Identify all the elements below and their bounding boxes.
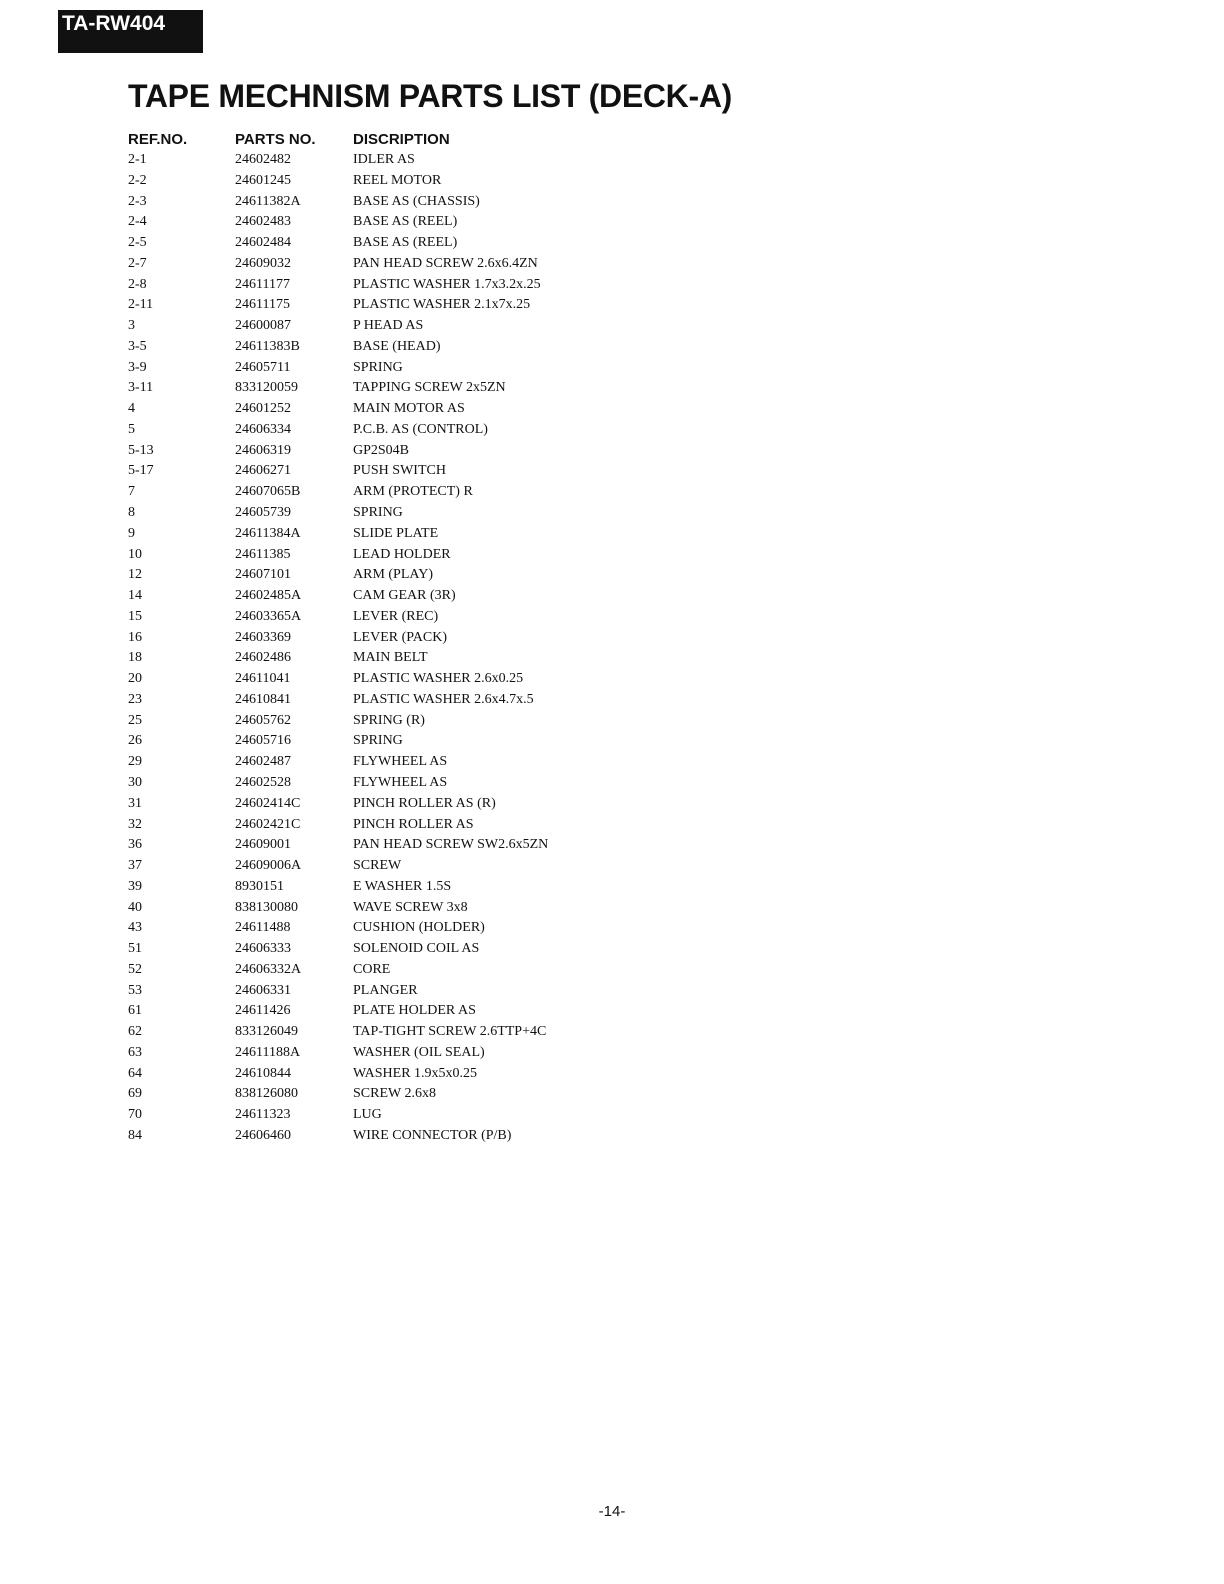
parts-no-cell: 24611188A [235, 1044, 301, 1060]
table-row [128, 1022, 613, 1043]
parts-no-cell: 24601252 [235, 401, 291, 417]
parts-table [128, 129, 613, 1147]
ref-no-cell: 40 [128, 899, 142, 915]
header-parts-no: PARTS NO. [235, 131, 316, 148]
ref-no-cell: 29 [128, 754, 142, 770]
description-cell: BASE AS (CHASSIS) [353, 193, 480, 209]
ref-no-cell: 36 [128, 837, 142, 853]
table-row [128, 420, 613, 441]
table-row [128, 669, 613, 690]
parts-no-cell: 24603369 [235, 629, 291, 645]
description-cell: ARM (PROTECT) R [353, 484, 473, 500]
description-cell: PLASTIC WASHER 1.7x3.2x.25 [353, 276, 541, 292]
ref-no-cell: 2-3 [128, 193, 147, 209]
table-row [128, 171, 613, 192]
table-row [128, 503, 613, 524]
table-row [128, 565, 613, 586]
description-cell: WIRE CONNECTOR (P/B) [353, 1127, 512, 1143]
description-cell: P.C.B. AS (CONTROL) [353, 421, 488, 437]
table-row [128, 877, 613, 898]
parts-no-cell: 24606319 [235, 442, 291, 458]
table-row [128, 441, 613, 462]
table-row [128, 835, 613, 856]
description-cell: PINCH ROLLER AS (R) [353, 795, 496, 811]
ref-no-cell: 8 [128, 505, 135, 521]
page-number: -14- [598, 1503, 626, 1520]
description-cell: FLYWHEEL AS [353, 774, 448, 790]
description-cell: TAP-TIGHT SCREW 2.6TTP+4C [353, 1024, 547, 1040]
ref-no-cell: 2-1 [128, 152, 147, 167]
description-cell: E WASHER 1.5S [353, 878, 452, 894]
table-row [128, 690, 613, 711]
table-row [128, 482, 613, 503]
description-cell: SPRING [353, 733, 403, 749]
parts-no-cell: 24605716 [235, 733, 291, 749]
parts-no-cell: 24609001 [235, 837, 291, 853]
parts-no-cell: 24602528 [235, 774, 291, 790]
parts-no-cell: 24611488 [235, 920, 291, 936]
table-row [128, 378, 613, 399]
parts-no-cell: 24603365A [235, 608, 302, 624]
description-cell: WAVE SCREW 3x8 [353, 899, 468, 915]
table-row [128, 939, 613, 960]
parts-no-cell: 24607065B [235, 484, 301, 500]
description-cell: PLASTIC WASHER 2.1x7x.25 [353, 297, 531, 313]
table-row [128, 1043, 613, 1064]
ref-no-cell: 32 [128, 816, 142, 832]
table-row [128, 711, 613, 732]
table-row [128, 316, 613, 337]
description-cell: IDLER AS [353, 152, 415, 167]
table-row [128, 399, 613, 420]
table-row [128, 337, 613, 358]
table-row [128, 254, 613, 275]
description-cell: WASHER (OIL SEAL) [353, 1044, 485, 1060]
description-cell: WASHER 1.9x5x0.25 [353, 1065, 478, 1081]
parts-no-cell: 24602486 [235, 650, 291, 666]
parts-no-cell: 24602421C [235, 816, 301, 832]
parts-no-cell: 833120059 [235, 380, 298, 396]
description-cell: SPRING (R) [353, 712, 425, 728]
parts-no-cell: 8930151 [235, 878, 284, 894]
description-cell: PAN HEAD SCREW 2.6x6.4ZN [353, 255, 538, 271]
parts-no-cell: 24611177 [235, 276, 290, 292]
parts-no-cell: 24607101 [235, 567, 291, 583]
ref-no-cell: 10 [128, 546, 142, 562]
table-row [128, 960, 613, 981]
description-cell: PLANGER [353, 982, 418, 998]
table-row [128, 1084, 613, 1105]
parts-no-cell: 24605739 [235, 505, 291, 521]
table-row [128, 524, 613, 545]
ref-no-cell: 39 [128, 878, 142, 894]
description-cell: LEVER (REC) [353, 608, 439, 624]
table-row [128, 1001, 613, 1022]
table-row [128, 856, 613, 877]
parts-no-cell: 24602482 [235, 152, 291, 167]
parts-no-cell: 24611323 [235, 1107, 291, 1123]
ref-no-cell: 3-9 [128, 359, 147, 375]
table-row [128, 731, 613, 752]
parts-no-cell: 24602483 [235, 214, 291, 230]
parts-no-cell: 24601245 [235, 172, 291, 188]
ref-no-cell: 2-8 [128, 276, 147, 292]
parts-no-cell: 24610841 [235, 691, 291, 707]
table-row [128, 358, 613, 379]
ref-no-cell: 7 [128, 484, 135, 500]
ref-no-cell: 2-4 [128, 214, 147, 230]
parts-no-cell: 24609006A [235, 858, 302, 874]
ref-no-cell: 5-13 [128, 442, 154, 458]
description-cell: MAIN BELT [353, 650, 428, 666]
ref-no-cell: 30 [128, 774, 142, 790]
parts-no-cell: 24606271 [235, 463, 291, 479]
ref-no-cell: 69 [128, 1086, 142, 1102]
parts-no-cell: 24611426 [235, 1003, 291, 1019]
header-description: DISCRIPTION [353, 131, 450, 148]
ref-no-cell: 52 [128, 961, 142, 977]
parts-no-cell: 24611384A [235, 525, 301, 541]
ref-no-cell: 84 [128, 1127, 142, 1143]
description-cell: CUSHION (HOLDER) [353, 920, 485, 936]
ref-no-cell: 51 [128, 941, 142, 957]
description-cell: GP2S04B [353, 442, 410, 458]
ref-no-cell: 2-5 [128, 235, 147, 251]
parts-no-cell: 24602487 [235, 754, 291, 770]
parts-no-cell: 838130080 [235, 899, 298, 915]
ref-no-cell: 62 [128, 1024, 142, 1040]
ref-no-cell: 3 [128, 318, 135, 334]
description-cell: ARM (PLAY) [353, 567, 433, 583]
parts-table-header [128, 129, 613, 150]
ref-no-cell: 64 [128, 1065, 142, 1081]
parts-no-cell: 24600087 [235, 318, 291, 334]
description-cell: TAPPING SCREW 2x5ZN [353, 380, 506, 396]
ref-no-cell: 15 [128, 608, 142, 624]
ref-no-cell: 26 [128, 733, 142, 749]
table-row [128, 192, 613, 213]
parts-no-cell: 833126049 [235, 1024, 298, 1040]
parts-no-cell: 24610844 [235, 1065, 291, 1081]
parts-table-body [128, 150, 613, 1147]
parts-no-cell: 24605711 [235, 359, 291, 375]
parts-no-cell: 24611175 [235, 297, 290, 313]
description-cell: REEL MOTOR [353, 172, 442, 188]
ref-no-cell: 63 [128, 1044, 142, 1060]
description-cell: BASE AS (REEL) [353, 235, 458, 251]
description-cell: SCREW [353, 858, 402, 874]
description-cell: SCREW 2.6x8 [353, 1086, 436, 1102]
ref-no-cell: 2-11 [128, 297, 154, 313]
ref-no-cell: 43 [128, 920, 142, 936]
parts-no-cell: 24611385 [235, 546, 291, 562]
ref-no-cell: 12 [128, 567, 142, 583]
table-row [128, 461, 613, 482]
description-cell: PLASTIC WASHER 2.6x0.25 [353, 671, 524, 687]
parts-no-cell: 24611041 [235, 671, 291, 687]
description-cell: SPRING [353, 505, 403, 521]
ref-no-cell: 18 [128, 650, 142, 666]
table-row [128, 607, 613, 628]
description-cell: SPRING [353, 359, 403, 375]
description-cell: PLATE HOLDER AS [353, 1003, 476, 1019]
description-cell: LEAD HOLDER [353, 546, 451, 562]
ref-no-cell: 2-2 [128, 172, 147, 188]
ref-no-cell: 14 [128, 588, 142, 604]
parts-no-cell: 24606331 [235, 982, 291, 998]
page-title: TAPE MECHNISM PARTS LIST (DECK-A) [128, 78, 733, 114]
table-row [128, 586, 613, 607]
table-row [128, 1064, 613, 1085]
parts-no-cell: 24605762 [235, 712, 291, 728]
ref-no-cell: 5-17 [128, 463, 154, 479]
table-row [128, 773, 613, 794]
ref-no-cell: 23 [128, 691, 142, 707]
description-cell: PINCH ROLLER AS [353, 816, 474, 832]
parts-no-cell: 24611383B [235, 338, 300, 354]
parts-no-cell: 24606333 [235, 941, 291, 957]
description-cell: CORE [353, 961, 391, 977]
model-tag: TA-RW404 [58, 10, 203, 53]
parts-no-cell: 838126080 [235, 1086, 298, 1102]
table-row [128, 752, 613, 773]
description-cell: BASE (HEAD) [353, 338, 441, 354]
ref-no-cell: 61 [128, 1003, 142, 1019]
description-cell: FLYWHEEL AS [353, 754, 448, 770]
table-row [128, 918, 613, 939]
ref-no-cell: 31 [128, 795, 142, 811]
ref-no-cell: 16 [128, 629, 142, 645]
ref-no-cell: 5 [128, 421, 135, 437]
table-row [128, 794, 613, 815]
table-row [128, 212, 613, 233]
table-row [128, 275, 613, 296]
table-row [128, 981, 613, 1002]
table-row [128, 648, 613, 669]
header-ref-no: REF.NO. [128, 131, 188, 148]
description-cell: SLIDE PLATE [353, 525, 439, 541]
ref-no-cell: 9 [128, 525, 135, 541]
description-cell: LUG [353, 1107, 382, 1123]
description-cell: PLASTIC WASHER 2.6x4.7x.5 [353, 691, 534, 707]
parts-no-cell: 24606334 [235, 421, 291, 437]
table-row [128, 295, 613, 316]
table-row [128, 545, 613, 566]
ref-no-cell: 4 [128, 401, 135, 417]
description-cell: BASE AS (REEL) [353, 214, 458, 230]
table-row [128, 815, 613, 836]
table-row [128, 1105, 613, 1126]
ref-no-cell: 2-7 [128, 255, 147, 271]
parts-no-cell: 24611382A [235, 193, 301, 209]
parts-no-cell: 24606332A [235, 961, 302, 977]
description-cell: PUSH SWITCH [353, 463, 446, 479]
ref-no-cell: 70 [128, 1107, 142, 1123]
parts-no-cell: 24609032 [235, 255, 291, 271]
description-cell: MAIN MOTOR AS [353, 401, 465, 417]
table-row [128, 1126, 613, 1147]
table-row [128, 150, 613, 171]
table-row [128, 898, 613, 919]
header-row [128, 129, 613, 150]
parts-no-cell: 24606460 [235, 1127, 291, 1143]
description-cell: LEVER (PACK) [353, 629, 447, 645]
table-row [128, 233, 613, 254]
parts-no-cell: 24602414C [235, 795, 301, 811]
description-cell: P HEAD AS [353, 318, 424, 334]
parts-no-cell: 24602485A [235, 588, 302, 604]
description-cell: PAN HEAD SCREW SW2.6x5ZN [353, 837, 549, 853]
ref-no-cell: 25 [128, 712, 142, 728]
ref-no-cell: 37 [128, 858, 142, 874]
ref-no-cell: 53 [128, 982, 142, 998]
ref-no-cell: 20 [128, 671, 142, 687]
parts-no-cell: 24602484 [235, 235, 291, 251]
description-cell: CAM GEAR (3R) [353, 588, 456, 604]
ref-no-cell: 3-11 [128, 380, 154, 396]
ref-no-cell: 3-5 [128, 338, 147, 354]
table-row [128, 628, 613, 649]
description-cell: SOLENOID COIL AS [353, 941, 480, 957]
